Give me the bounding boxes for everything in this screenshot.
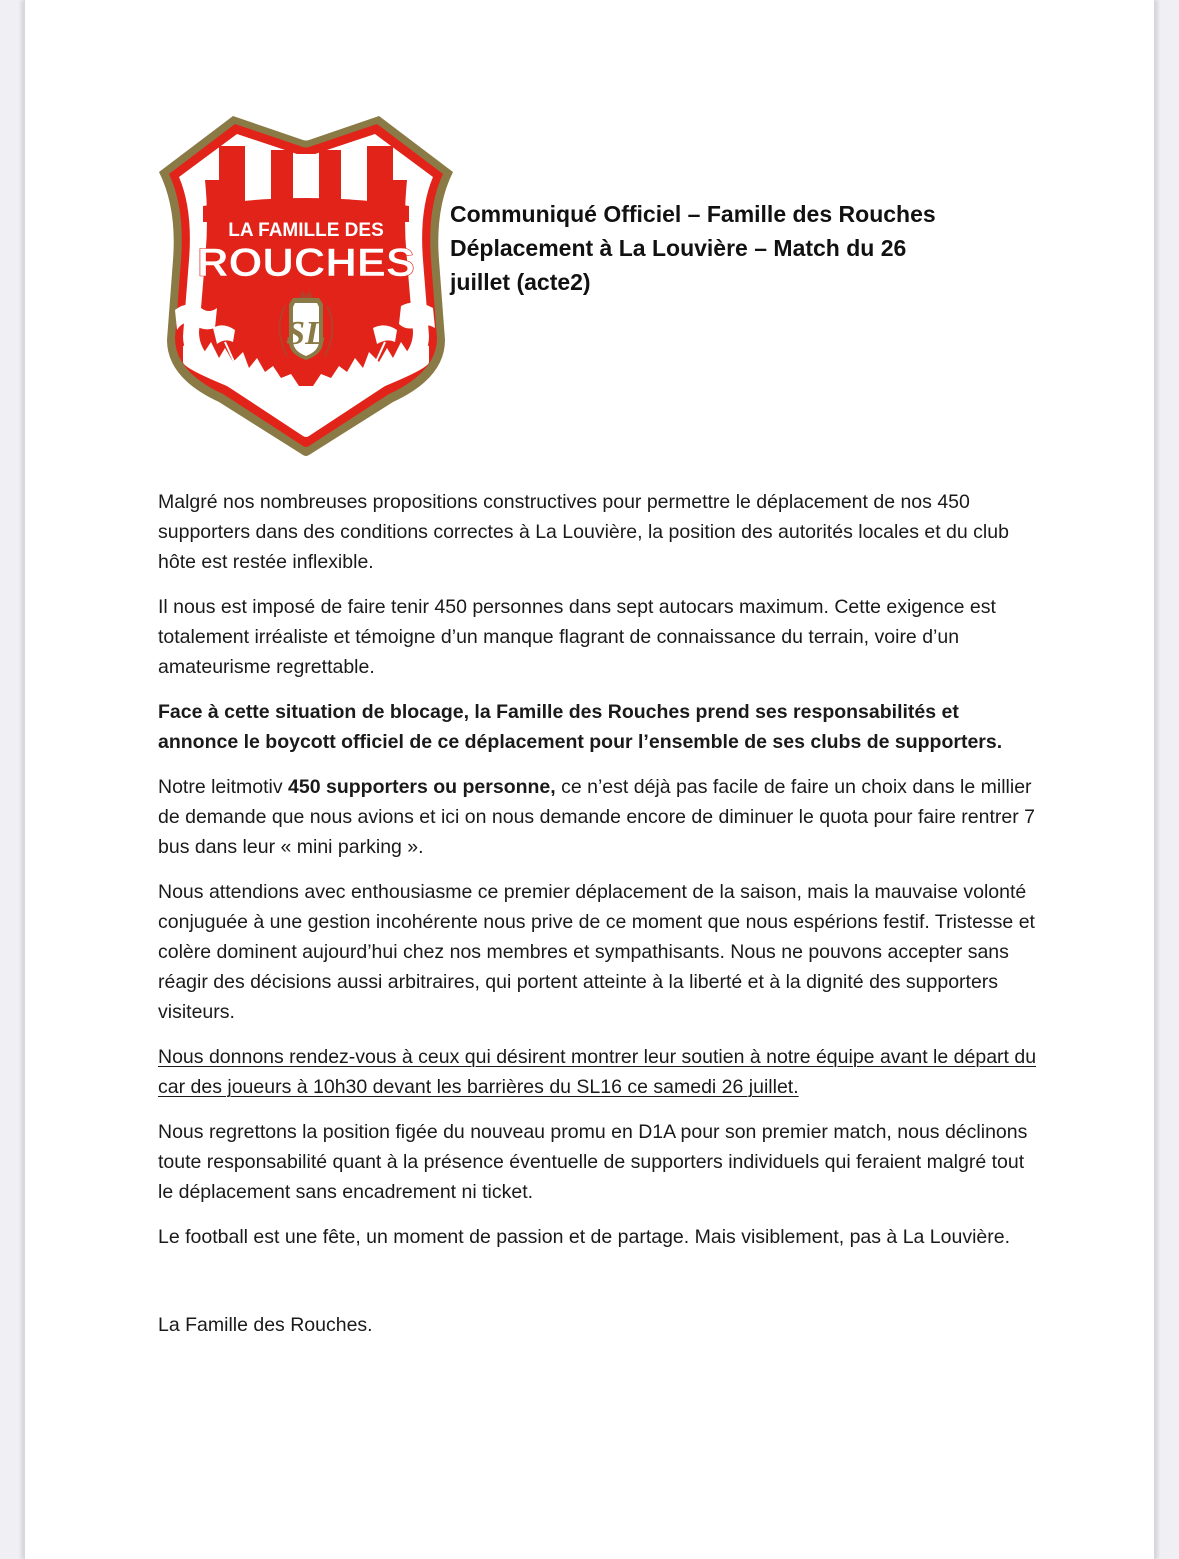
leitmotiv-bold: 450 supporters ou personne, (288, 776, 556, 798)
crest-line2: ROUCHES (197, 241, 415, 285)
communique-body (158, 487, 1038, 1355)
signature: La Famille des Rouches. (158, 1314, 373, 1336)
paragraph-constraint: Il nous est imposé de faire tenir 450 personnes dans sept autocars maximum. Cette exigence est totalement irréaliste et témoigne d’un manque flagrant de connaissance du terrain, voire d’un amateurisme regrettable. (158, 596, 996, 678)
crest-monogram: SL (286, 315, 326, 352)
title-line-3: juillet (acte2) (450, 269, 591, 295)
paragraph-leitmotiv (158, 772, 1038, 862)
paragraph-disappointment: Nous attendions avec enthousiasme ce premier déplacement de la saison, mais la mauvaise volonté conjuguée à une gestion incohérente nous prive de ce moment que nous espérions festif. Tristesse et colère dominent aujourd’hui chez nos membres et sympathisants. Nous ne pouvons accepter sans réagir des décisions aussi arbitraires, qui portent atteinte à la liberté et à la dignité des supporters visiteurs. (158, 881, 1035, 1023)
leitmotiv-prefix: Notre leitmotiv (158, 776, 289, 798)
title-line-1: Communiqué Officiel – Famille des Rouches (450, 201, 936, 227)
club-crest-logo (153, 110, 459, 458)
paragraph-responsibility: Nous regrettons la position figée du nouveau promu en D1A pour son premier match, nous déclinons toute responsabilité quant à la présence éventuelle de supporters individuels qui feraient malgré tout le déplacement sans encadrement ni ticket. (158, 1121, 1028, 1203)
title-line-2: Déplacement à La Louvière – Match du 26 (450, 235, 907, 261)
paragraph-closing: Le football est une fête, un moment de passion et de partage. Mais visiblement, pas à La Louvière. (158, 1226, 1011, 1248)
leitmotiv-suffix: ce n’est déjà pas facile de faire un choix dans le millier de demande que nous avions et ici on nous demande encore de diminuer le quota pour faire rentrer 7 bus dans leur « mini parking ». (158, 776, 1035, 858)
shield-icon (153, 110, 459, 458)
paragraph-intro: Malgré nos nombreuses propositions constructives pour permettre le déplacement de nos 450 supporters dans des conditions correctes à La Louvière, la position des autorités locales et du club hôte est restée inflexible. (158, 491, 1009, 573)
page-title (450, 197, 1030, 299)
crest-line1: LA FAMILLE DES (228, 220, 384, 241)
paragraph-rendezvous: Nous donnons rendez-vous à ceux qui désirent montrer leur soutien à notre équipe avant le départ du car des joueurs à 10h30 devant les barrières du SL16 ce samedi 26 juillet. (158, 1046, 1037, 1098)
document-page (24, 0, 1155, 1559)
paragraph-boycott-announcement: Face à cette situation de blocage, la Famille des Rouches prend ses responsabilités et annonce le boycott officiel de ce déplacement pour l’ensemble de ses clubs de supporters. (158, 701, 1003, 753)
